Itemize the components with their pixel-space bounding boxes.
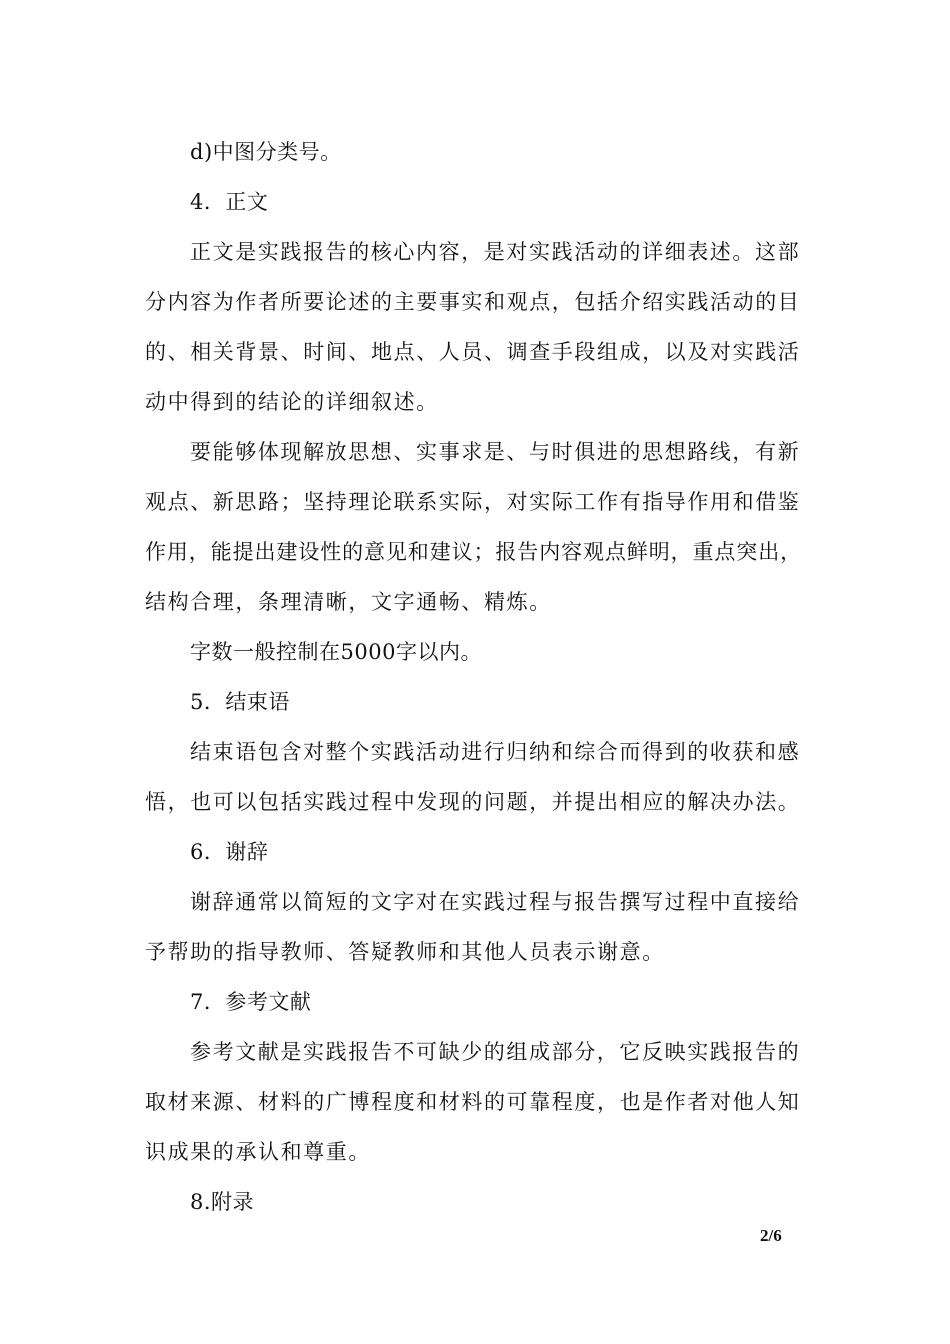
section-heading: 7．参考文献 bbox=[190, 990, 312, 1014]
paragraph-line: 结束语包含对整个实践活动进行归纳和综合而得到的收获和感 bbox=[190, 740, 801, 764]
section-heading: 4．正文 bbox=[190, 190, 269, 214]
paragraph-line: 予帮助的指导教师、答疑教师和其他人员表示谢意。 bbox=[145, 940, 665, 964]
paragraph-line: 字数一般控制在5000字以内。 bbox=[190, 640, 482, 664]
paragraph-line: 取材来源、材料的广博程度和材料的可靠程度，也是作者对他人知 bbox=[145, 1090, 801, 1114]
paragraph-line: 要能够体现解放思想、实事求是、与时俱进的思想路线，有新 bbox=[190, 440, 801, 464]
paragraph-line: 悟，也可以包括实践过程中发现的问题，并提出相应的解决办法。 bbox=[145, 790, 801, 814]
paragraph-line: 观点、新思路；坚持理论联系实际，对实际工作有指导作用和借鉴 bbox=[145, 490, 801, 514]
paragraph-line: 结构合理，条理清晰，文字通畅、精炼。 bbox=[145, 590, 552, 614]
paragraph-line: 参考文献是实践报告不可缺少的组成部分，它反映实践报告的 bbox=[190, 1040, 801, 1064]
section-heading: 8.附录 bbox=[190, 1190, 255, 1214]
section-heading: 5．结束语 bbox=[190, 690, 290, 714]
paragraph-line: 识成果的承认和尊重。 bbox=[145, 1140, 371, 1164]
paragraph-line: 动中得到的结论的详细叙述。 bbox=[145, 390, 439, 414]
section-heading: 6．谢辞 bbox=[190, 840, 269, 864]
paragraph-line: 分内容为作者所要论述的主要事实和观点，包括介绍实践活动的目 bbox=[145, 290, 801, 314]
paragraph-line: 谢辞通常以简短的文字对在实践过程与报告撰写过程中直接给 bbox=[190, 890, 801, 914]
paragraph-line: d)中图分类号。 bbox=[190, 140, 342, 164]
page-number: 2/6 bbox=[760, 1226, 782, 1245]
paragraph-line: 作用，能提出建设性的意见和建议；报告内容观点鲜明，重点突出， bbox=[145, 540, 802, 564]
paragraph-line: 的、相关背景、时间、地点、人员、调查手段组成，以及对实践活 bbox=[145, 340, 801, 364]
paragraph-line: 正文是实践报告的核心内容，是对实践活动的详细表述。这部 bbox=[190, 240, 801, 264]
